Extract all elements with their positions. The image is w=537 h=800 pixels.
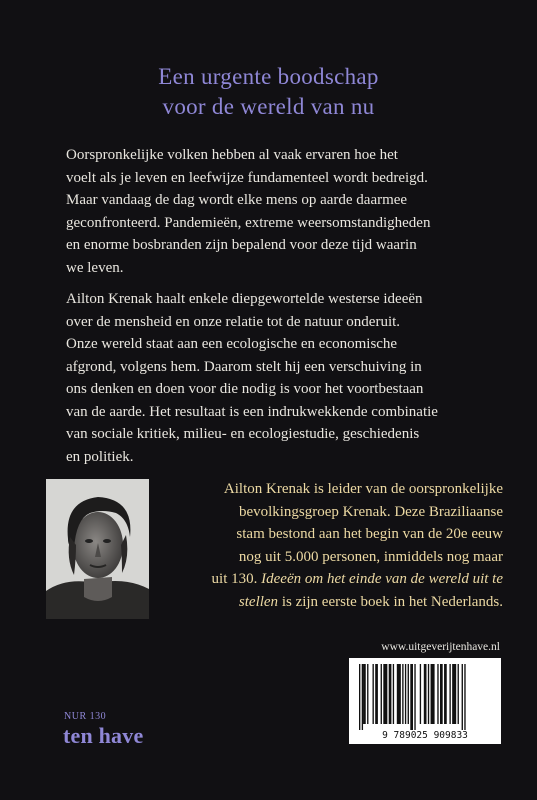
paragraph-line: van de aarde. Het resultaat is een indrukwekkende combinatie [66, 403, 438, 420]
barcode-bar [405, 664, 406, 724]
paragraph-line: Oorspronkelijke volken hebben al vaak ervaren hoe het [66, 147, 398, 163]
barcode-bar [393, 664, 394, 724]
barcode-bar [440, 664, 443, 724]
barcode-bar [458, 664, 459, 724]
barcode-bar [437, 664, 438, 724]
paragraph-line: we leven. [66, 259, 124, 276]
barcode-bar [397, 664, 401, 724]
barcode-bar [402, 664, 403, 724]
headline [0, 62, 537, 122]
paragraph-line: Ailton Krenak haalt enkele diepgewortelde westerse ideeën [66, 291, 423, 307]
barcode-bar [462, 664, 463, 730]
barcode-bar [383, 664, 387, 724]
headline-line-2: voor de wereld van nu [162, 94, 375, 119]
bio-line: bevolkingsgroep Krenak. Deze Braziliaanse [238, 503, 503, 520]
headline-line-1: Een urgente boodschap [158, 64, 379, 89]
bio-line [163, 591, 503, 614]
barcode-bar [359, 664, 360, 730]
barcode-bar [363, 664, 366, 724]
book-title-part-2: stellen [238, 593, 279, 610]
paragraph-line: Maar vandaag de dag wordt elke mens op aarde daarmee [66, 192, 408, 208]
barcode-bar [414, 664, 415, 730]
barcode-bar [362, 664, 363, 730]
barcode-bar [464, 664, 465, 730]
paragraph-line: en politiek. [66, 448, 134, 465]
paragraph-line: voelt als je leven en leefwijze fundamenteel wordt bedreigd. [66, 169, 428, 186]
barcode-bar [444, 664, 447, 724]
barcode-bar [431, 664, 435, 724]
barcode-bar [452, 664, 456, 724]
paragraph-line: over de mensheid en onze relatie tot de natuur onderuit. [66, 313, 401, 330]
bio-line: stam bestond aan het begin van de 20e eeuw [236, 526, 503, 542]
barcode-bar [389, 664, 392, 724]
book-title-part-1: Ideeën om het einde van de wereld uit te [261, 571, 503, 587]
blurb-paragraph-2 [66, 288, 486, 468]
paragraph-line: en enorme bosbranden zijn bepalend voor deze tijd waarin [66, 237, 417, 253]
barcode-bar [410, 664, 413, 730]
barcode-bar [424, 664, 427, 724]
bio-line: Ailton Krenak is leider van de oorspronkelijke [223, 481, 503, 497]
paragraph-line: Onze wereld staat aan een ecologische en economische [66, 336, 398, 352]
barcode-bar [381, 664, 382, 724]
author-portrait-icon [46, 479, 149, 619]
barcode-digits: 9 789025 909833 [382, 730, 468, 741]
barcode-bar [408, 664, 409, 724]
barcode-bar [420, 664, 421, 724]
bio-line: nog uit 5.000 personen, inmiddels nog maar [238, 548, 503, 565]
bio-text: is zijn eerste boek in het Nederlands. [278, 593, 503, 610]
bio-line [163, 568, 503, 591]
bio-text: uit 130. [211, 571, 262, 587]
publisher-website[interactable]: www.uitgeverijtenhave.nl [381, 641, 500, 653]
isbn-barcode [349, 658, 501, 744]
author-photo [46, 479, 149, 619]
barcode-bar [373, 664, 374, 724]
barcode-bar [375, 664, 378, 724]
barcode-bar [428, 664, 429, 724]
nur-code: NUR 130 [64, 711, 107, 722]
paragraph-line: afgrond, volgens hem. Daarom stelt hij een verschuiving in [66, 358, 422, 375]
barcode-bar [367, 664, 368, 724]
paragraph-line: geconfronteerd. Pandemieën, extreme weersomstandigheden [66, 214, 431, 231]
barcode-icon [349, 658, 501, 744]
paragraph-line: ons denken en doen voor die nodig is voor het voortbestaan [66, 381, 424, 397]
paragraph-line: van sociale kritiek, milieu- en ecologiestudie, geschiedenis [66, 426, 420, 442]
author-bio [163, 478, 503, 613]
blurb-paragraph-1 [66, 144, 486, 279]
barcode-bar [449, 664, 450, 724]
publisher-logo: ten have [63, 723, 144, 748]
